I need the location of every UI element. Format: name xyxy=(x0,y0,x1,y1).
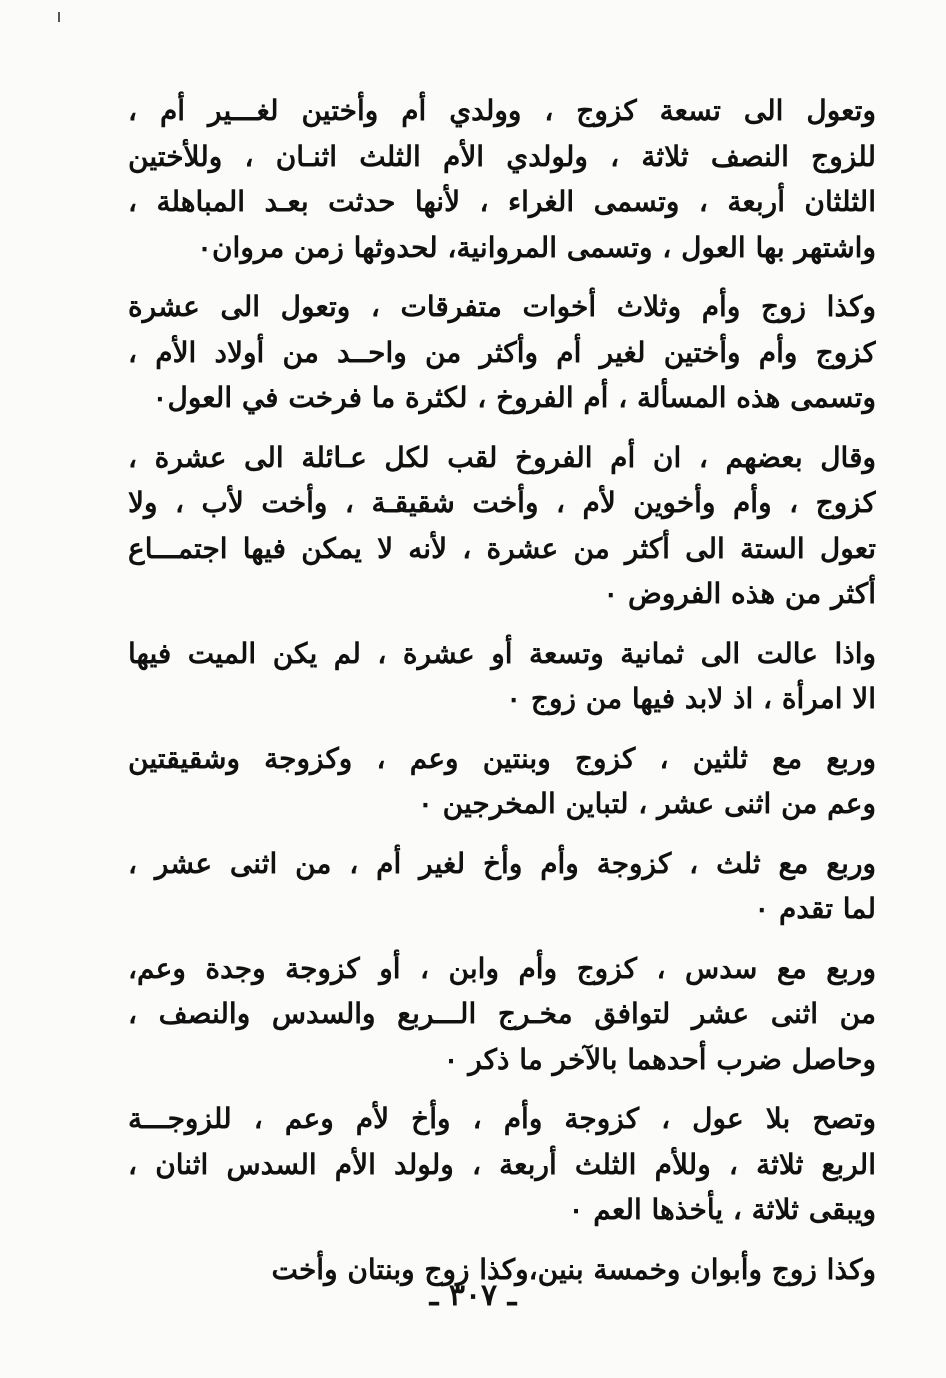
paragraph xyxy=(128,435,876,617)
text-line: كزوج ، وأم وأخوين لأم ، وأخت شقيقـة ، وأخت لأب ، ولا xyxy=(128,486,876,519)
text-line: أكثر من هذه الفروض ٠ xyxy=(603,577,876,610)
text-line: تعول الستة الى أكثر من عشرة ، لأنه لا يمكن فيها اجتمـــاع xyxy=(128,531,876,565)
text-line: وربع مع ثلثين ، كزوج وبنتين وعم ، وكزوجة وشقيقتين xyxy=(128,741,876,775)
text-line: الا امرأة ، اذ لابد فيها من زوج ٠ xyxy=(506,682,876,715)
text-line: وتعول الى تسعة كزوج ، وولدي أم وأختين لغـــير أم ، xyxy=(128,94,876,127)
text-line: كزوج وأم وأختين لغير أم وأكثر من واحــد من أولاد الأم ، xyxy=(128,335,876,369)
text-line: واشتهر بها العول ، وتسمى المروانية، لحدوثها زمن مروان٠ xyxy=(196,230,876,264)
text-line: واذا عالت الى ثمانية وتسعة أو عشرة ، لم يكن الميت فيها xyxy=(128,636,876,670)
text-line: الثلثان أربعة ، وتسمى الغراء ، لأنها حدثت بعـد المباهلة ، xyxy=(128,185,876,218)
page-body-text xyxy=(128,88,876,1306)
paragraph xyxy=(128,946,876,1083)
text-line: وكذا زوج وأبوان وخمسة بنين،وكذا زوج وبنتان وأخت xyxy=(271,1252,876,1286)
text-line: ويبقى ثلاثة ، يأخذها العم ٠ xyxy=(568,1193,876,1226)
text-line: الربع ثلاثة ، وللأم الثلث أربعة ، ولولد الأم السدس اثنان ، xyxy=(128,1147,876,1181)
text-line: وعم من اثنى عشر ، لتباين المخرجين ٠ xyxy=(417,787,876,820)
page-number: ـ ٣٠٧ ـ xyxy=(429,1278,517,1313)
text-line: لما تقدم ٠ xyxy=(754,892,876,925)
paragraph xyxy=(128,841,876,932)
text-line: وكذا زوج وأم وثلاث أخوات متفرقات ، وتعول الى عشرة xyxy=(128,290,876,323)
text-line: وحاصل ضرب أحدهما بالآخر ما ذكر ٠ xyxy=(443,1042,876,1076)
text-line: وربع مع سدس ، كزوج وأم وابن ، أو كزوجة وجدة وعم، xyxy=(128,951,876,985)
scan-edge-mark xyxy=(58,12,60,22)
text-line: وقال بعضهم ، ان أم الفروخ لقب لكل عـائلة الى عشرة ، xyxy=(128,440,876,474)
paragraph xyxy=(128,631,876,722)
text-line: وتصح بلا عول ، كزوجة وأم ، وأخ لأم وعم ، للزوجـــة xyxy=(128,1102,876,1135)
text-line: وربع مع ثلث ، كزوجة وأم وأخ لغير أم ، من اثنى عشر ، xyxy=(128,846,876,880)
paragraph xyxy=(128,88,876,270)
paragraph xyxy=(128,736,876,827)
text-line: وتسمى هذه المسألة ، أم الفروخ ، لكثرة ما فرخت في العول٠ xyxy=(152,381,876,414)
paragraph xyxy=(128,1096,876,1233)
text-line: للزوج النصف ثلاثة ، ولولدي الأم الثلث اثنـان ، وللأختين xyxy=(128,139,876,173)
paragraph xyxy=(128,284,876,421)
text-line: من اثنى عشر لتوافق مخـرج الـــربع والسدس والنصف ، xyxy=(128,997,876,1030)
